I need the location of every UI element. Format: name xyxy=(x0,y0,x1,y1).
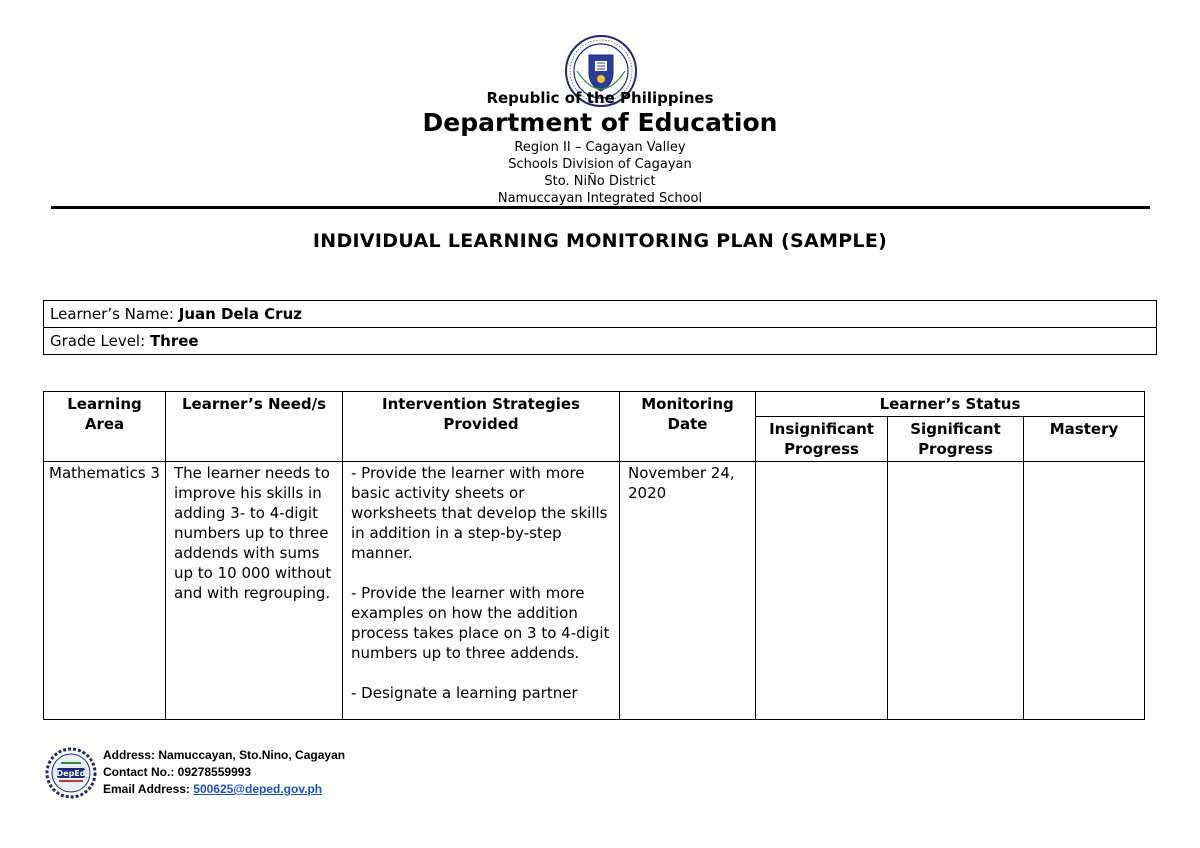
strategy-item: - Provide the learner with more basic activity sheets or worksheets that develop the skills in addition in a step-by-step manner. xyxy=(351,464,608,562)
learner-name-value: Juan Dela Cruz xyxy=(178,305,302,323)
svg-text:DepEd: DepEd xyxy=(56,769,86,778)
cell-learning-area: Mathematics 3 xyxy=(44,462,166,720)
cell-mastery xyxy=(1024,462,1145,720)
footer-email xyxy=(103,781,345,798)
footer-contact-info xyxy=(103,747,345,798)
region-heading: Region II – Cagayan Valley xyxy=(514,140,686,155)
cell-insignificant-progress xyxy=(756,462,888,720)
footer-email-link[interactable]: 500625@deped.gov.ph xyxy=(193,782,323,796)
header-divider xyxy=(51,206,1150,209)
header-mastery: Mastery xyxy=(1024,417,1145,462)
header-intervention-strategies: Intervention Strategies Provided xyxy=(343,392,620,462)
deped-footer-logo-icon xyxy=(45,747,97,799)
footer-address-value: Namuccayan, Sto.Nino, Cagayan xyxy=(158,748,346,762)
cell-significant-progress xyxy=(888,462,1024,720)
cell-learner-needs: The learner needs to improve his skills in adding 3- to 4-digit numbers up to three addends with sums up to 10 000 without and with regrouping. xyxy=(166,462,343,720)
monitoring-plan-table xyxy=(43,391,1145,720)
footer-email-label: Email Address: xyxy=(103,782,190,796)
strategy-item: - Designate a learning partner xyxy=(351,684,578,702)
header-insignificant-progress: Insignificant Progress xyxy=(756,417,888,462)
cell-intervention-strategies xyxy=(343,462,620,720)
footer-contact-label: Contact No.: xyxy=(103,765,175,779)
cell-monitoring-date: November 24, 2020 xyxy=(620,462,756,720)
department-heading: Department of Education xyxy=(422,108,778,137)
learner-name-cell xyxy=(44,301,1157,328)
table-header-row xyxy=(44,392,1145,417)
school-heading: Namuccayan Integrated School xyxy=(497,191,703,206)
footer-address-label: Address: xyxy=(103,748,156,762)
learner-name-label: Learner’s Name: xyxy=(50,305,174,323)
header-learning-area: Learning Area xyxy=(44,392,166,462)
footer xyxy=(45,747,445,797)
document-title: INDIVIDUAL LEARNING MONITORING PLAN (SAMPLE) xyxy=(312,230,888,252)
grade-level-row xyxy=(44,328,1157,355)
footer-contact-value: 09278559993 xyxy=(177,765,252,779)
table-row xyxy=(44,462,1145,720)
learner-info-table xyxy=(43,300,1157,355)
district-heading: Sto. NiÑo District xyxy=(544,174,656,189)
header-learner-needs: Learner’s Need/s xyxy=(166,392,343,462)
header-monitoring-date: Monitoring Date xyxy=(620,392,756,462)
division-heading: Schools Division of Cagayan xyxy=(508,157,692,172)
strategy-item: - Provide the learner with more examples on how the addition process takes place on 3 to 4-digit numbers up to three addends. xyxy=(351,584,610,662)
header-learner-status: Learner’s Status xyxy=(756,392,1145,417)
footer-contact xyxy=(103,764,345,781)
grade-level-cell xyxy=(44,328,1157,355)
republic-heading: Republic of the Philippines xyxy=(486,89,714,107)
footer-address xyxy=(103,747,345,764)
grade-level-value: Three xyxy=(149,332,199,350)
learner-name-row xyxy=(44,301,1157,328)
grade-level-label: Grade Level: xyxy=(50,332,146,350)
header-significant-progress: Significant Progress xyxy=(888,417,1024,462)
